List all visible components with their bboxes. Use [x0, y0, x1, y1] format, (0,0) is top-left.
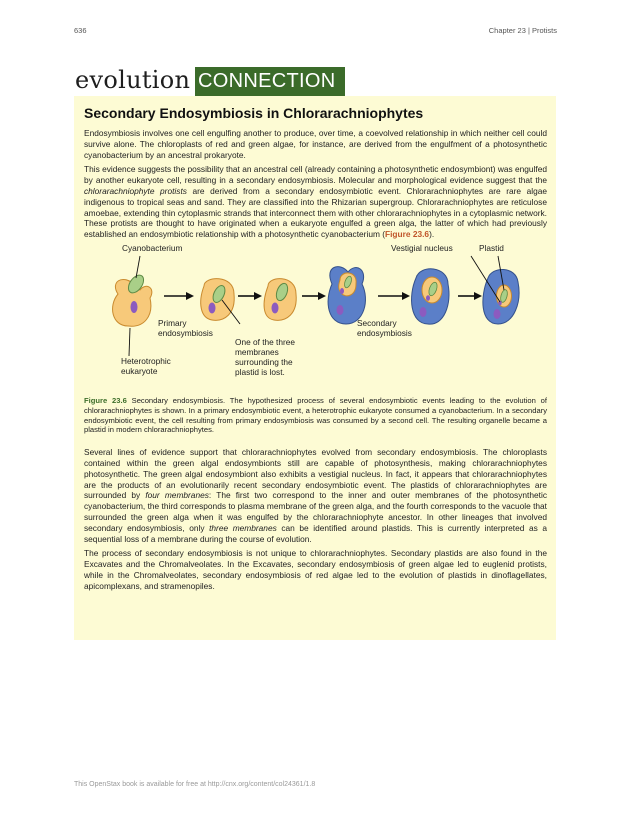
feature-box	[74, 96, 556, 640]
figure-label: Figure 23.6	[84, 395, 127, 405]
paragraph-1: Endosymbiosis involves one cell engulfing another to produce, over time, a coevolved relationship in which neither cell could survive alone. The chloroplasts of red and green algae, for instance, are derived from the engulfment of a photosynthetic cyanobacterium by an ancestral prokaryote.	[84, 128, 547, 160]
footer-text: This OpenStax book is available for free at http://cnx.org/content/col24361/1.8	[74, 781, 316, 788]
cell-secondary-5	[412, 269, 449, 324]
cell-primary-2	[201, 279, 234, 321]
evolution-logo-text: evolution	[74, 67, 195, 96]
figure-reference-link[interactable]: Figure 23.6	[385, 229, 430, 240]
page-number: 636	[74, 26, 87, 35]
cell-primary-3	[264, 279, 296, 321]
label-heterotrophic-eukaryote: Heterotrophic eukaryote	[121, 355, 171, 376]
evolution-connection-banner	[74, 67, 345, 96]
paragraph-2: This evidence suggests the possibility that an ancestral cell (already containing a photosynthetic endosymbiont) was engulfed by another eukaryote cell, resulting in a secondary endosymbiosis. Molecular and morphological evidence suggest that the chlorarachniophyte protists are derived from a secondary endosymbiotic event. Chlorarachniophytes are rare algae indigenous to tropical seas and sand. They are classified into the Rhizarian supergroup. Chlorarachniophytes are reticulose amoebae, extending thin cytoplasmic strands that interconnect them with other chlorarachniophytes in a cytoplasmic network. These protists are thought to have originated when a eukaryote engulfed a green alga, the latter of which had previously established an endosymbiotic relationship with a photosynthetic cyanobacterium (Figure 23.6).	[84, 164, 547, 240]
label-membrane-lost: One of the three membranes surrounding the plastid is lost.	[235, 336, 295, 377]
chapter-header: Chapter 23 | Protists	[488, 26, 557, 35]
emphasis-chlorarachniophyte: chlorarachniophyte protists	[84, 185, 187, 196]
figure-caption: Figure 23.6 Secondary endosymbiosis. The hypothesized process of several endosymbiotic events leading to the evolution of chlorarachniophytes is shown. In a primary endosymbiotic event, a heterotrophic eukaryote consumed a cyanobacterium. In a secondary endosymbiotic event, the cell resulting from primary endosymbiosis was consumed by a second cell. The resulting organelle became a plastid in modern chlorarachniophytes.	[84, 395, 548, 435]
arrow-1	[164, 292, 194, 300]
label-primary-endosymbiosis: Primary endosymbiosis	[158, 317, 213, 338]
connection-logo-text: CONNECTION	[198, 70, 336, 92]
arrow-2	[238, 292, 262, 300]
cell-chlorarachniophyte	[483, 269, 519, 324]
endosymbiosis-figure	[84, 244, 547, 394]
arrow-4	[378, 292, 410, 300]
feature-title: Secondary Endosymbiosis in Chlorarachniophytes	[84, 105, 424, 121]
label-cyanobacterium: Cyanobacterium	[122, 242, 183, 253]
label-vestigial-nucleus: Vestigial nucleus	[391, 242, 453, 253]
cell-heterotroph-engulfing	[113, 272, 152, 326]
paragraph-3: Several lines of evidence support that chlorarachniophytes evolved from secondary endosymbiosis. The chloroplasts contained within the green algal endosymbionts still are capable of photosynthesis, making chlorarachniophytes photosynthetic. The green algal endosymbiont also exhibits a vestigial nucleus. In fact, it appears that chlorarachniophytes are the products of an evolutionarily recent secondary endosymbiotic event. The plastids of chlorarachniophytes are surrounded by four membranes: The first two correspond to the inner and outer membranes of the photosynthetic cyanobacterium, the third corresponds to plasma membrane of the green alga, and the fourth corresponds to the vacuole that surrounded the green alga when it was engulfed by the chlorarachniophyte ancestor. In other lineages that involved secondary endosymbiosis, only three membranes can be identified around plastids. This is currently interpreted as a sequential loss of a membrane during the course of evolution.	[84, 447, 547, 544]
label-secondary-endosymbiosis: Secondary endosymbiosis	[357, 317, 412, 338]
paragraph-4: The process of secondary endosymbiosis is not unique to chlorarachniophytes. Secondary plastids are also found in the Excavates and the Chromalveolates. In the Excavates, secondary endosymbiosis of green algae led to euglenid protists, while in the Chromalveolates, secondary endosymbiosis of red algae led to the evolution of plastids in dinoflagellates, apicomplexans, and stramenopiles.	[84, 548, 547, 591]
arrow-5	[458, 292, 482, 300]
arrow-3	[302, 292, 326, 300]
label-plastid: Plastid	[479, 242, 504, 253]
cell-secondary-engulfing	[328, 267, 365, 324]
